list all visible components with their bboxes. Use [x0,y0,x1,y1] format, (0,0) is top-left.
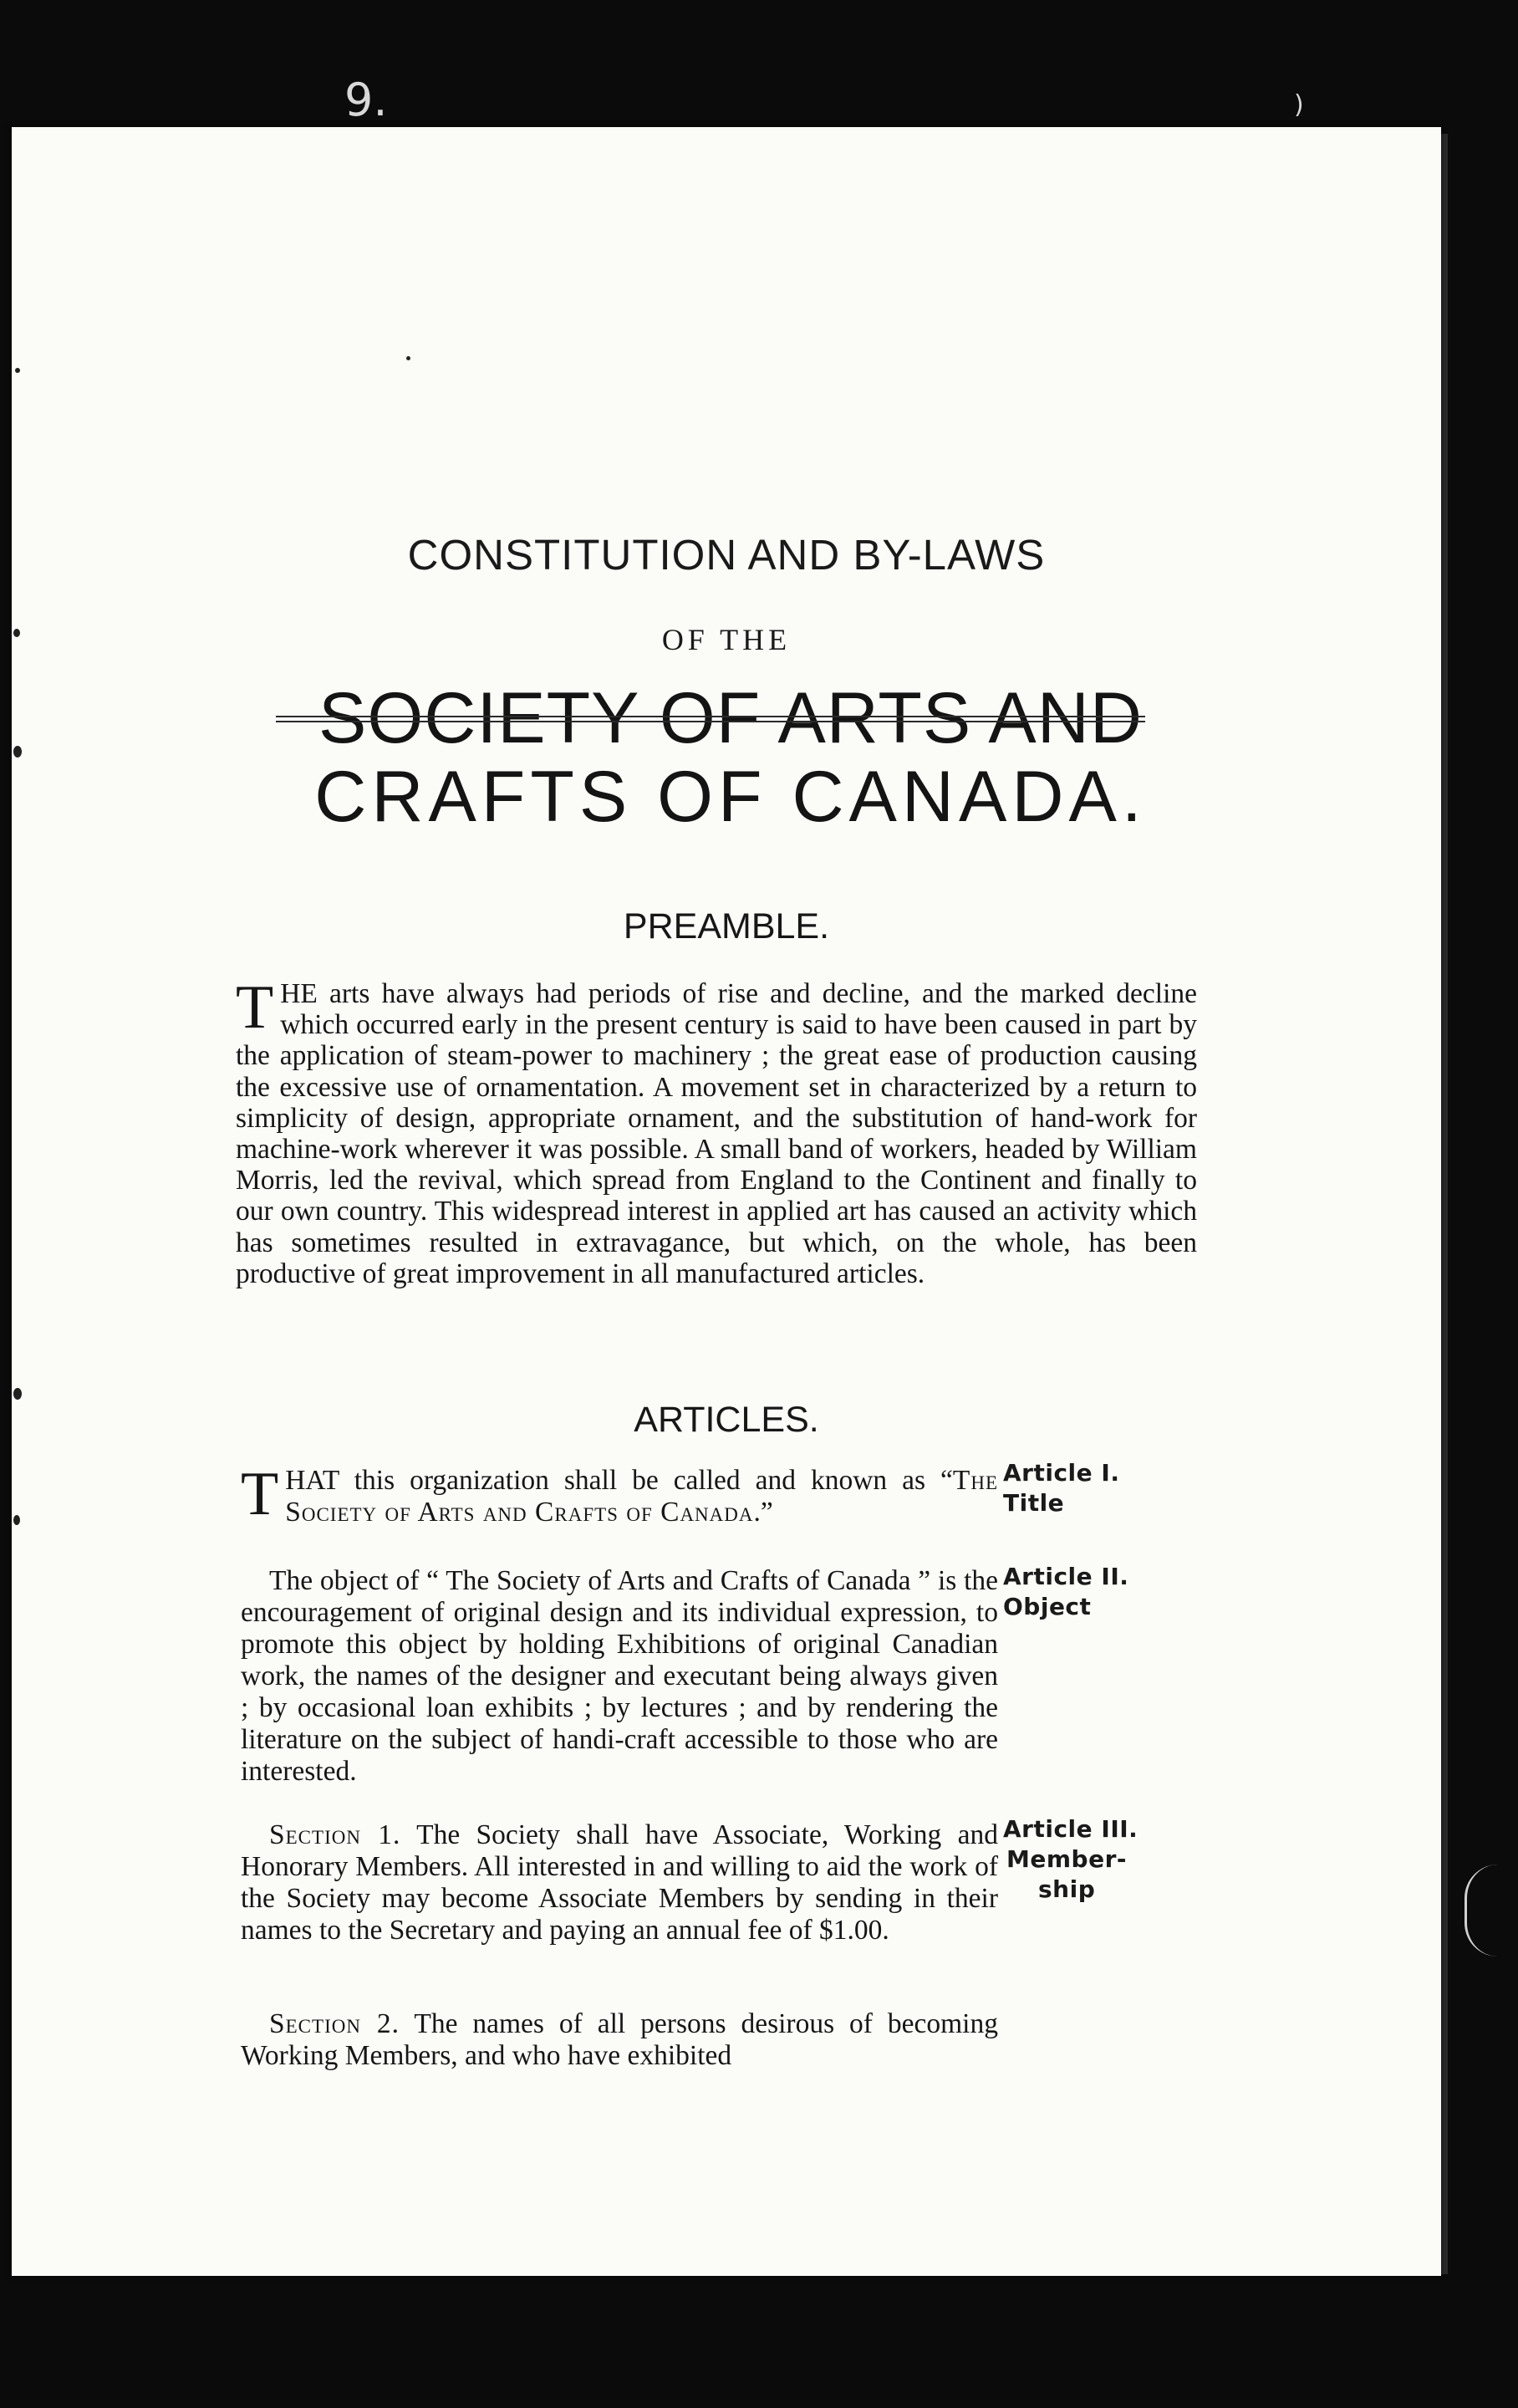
article-1-text-b: .” [753,1497,773,1528]
title-rule-bottom [276,721,1145,722]
document-page [12,127,1441,2276]
margin-speck [13,1515,20,1525]
title-rule-top [276,716,1145,717]
preamble-drop-cap: T [236,973,274,1042]
article-2-paragraph: The object of “ The Society of Arts and Crafts of Canada ” is the encouragement of original design and its individual expression, to promote this object by holding Exhibitions of original Canadian work, the names of the designer and executant being always given ; by occasional loan exhibits ; by lectures ; and by rendering the literature on the subject of handi-craft accessible to those who are interested. [241,1565,998,1787]
document-title-main [271,679,1190,836]
preamble-heading: PREAMBLE. [623,906,830,946]
margin-mark-top-right: ) [1294,90,1304,120]
article-3-label-2: ship [1038,1875,1096,1903]
article-3-section-1 [241,1819,998,1946]
margin-mark-top-left: 9. [344,74,388,126]
article-1-label: Title [1003,1489,1065,1517]
document-title-line-3: SOCIETY OF ARTS AND [318,678,1143,758]
article-1-drop-cap: T [241,1460,279,1528]
article-3-label-1: Member- [1006,1845,1127,1873]
article-3-section-2 [241,2008,998,2072]
article-1-paragraph [241,1460,998,1528]
preamble-text: HE arts have always had periods of rise and decline, and the marked decline which occurred early in the present century is said to have been caused in part by the application of steam-power to machinery ; the great ease of production causing the excessive use of ornamentation. A movement set in characterized by a return to simplicity of design, appropriate ornament, and the substitution of hand-work for machine-work wherever it was possible. A small band of workers, headed by William Morris, led the revival, which spread from England to the Continent and finally to our own country. This widespread interest in applied art has caused an activity which has sometimes resulted in extravagance, but which, on the whole, has been productive of great improvement in all manufactured articles. [236,978,1197,1289]
section-1-text: The Society shall have Associate, Working and Honorary Members. All interested in and willing to aid the work of the Society may become Associate Members by sending in their names to the Secretary and paying an annual fee of $1.00. [241,1819,998,1946]
article-3-number: Article III. [1003,1815,1138,1843]
document-title-line-4: CRAFTS OF CANADA. [314,757,1147,837]
section-1-label: Section 1. [269,1819,401,1850]
article-2-side-note [1003,1562,1187,1622]
page-edge-shadow [1441,134,1448,2274]
margin-speck [13,746,22,758]
article-1-society-name: The Society of Arts and Crafts of Canada [285,1465,998,1528]
section-2-text: The names of all persons desirous of becoming Working Members, and who have exhibited [241,2008,998,2071]
articles-heading: ARTICLES. [634,1400,819,1440]
document-title-line-2: OF THE [661,623,792,656]
article-1-number: Article I. [1003,1459,1120,1487]
article-2-label: Object [1003,1593,1092,1620]
preamble-paragraph [236,973,1197,1289]
right-edge-curl [1465,1865,1500,1956]
margin-speck [13,1388,22,1400]
article-1-side-note [1003,1458,1187,1518]
section-2-label: Section 2. [269,2008,400,2039]
document-title-line-1: CONSTITUTION AND BY-LAWS [407,531,1046,579]
margin-speck [406,356,410,360]
article-1-text-a: HAT this organization shall be called and known as “ [285,1465,953,1496]
article-3-side-note [1003,1814,1187,1905]
article-2-number: Article II. [1003,1563,1129,1590]
margin-speck [15,368,20,373]
